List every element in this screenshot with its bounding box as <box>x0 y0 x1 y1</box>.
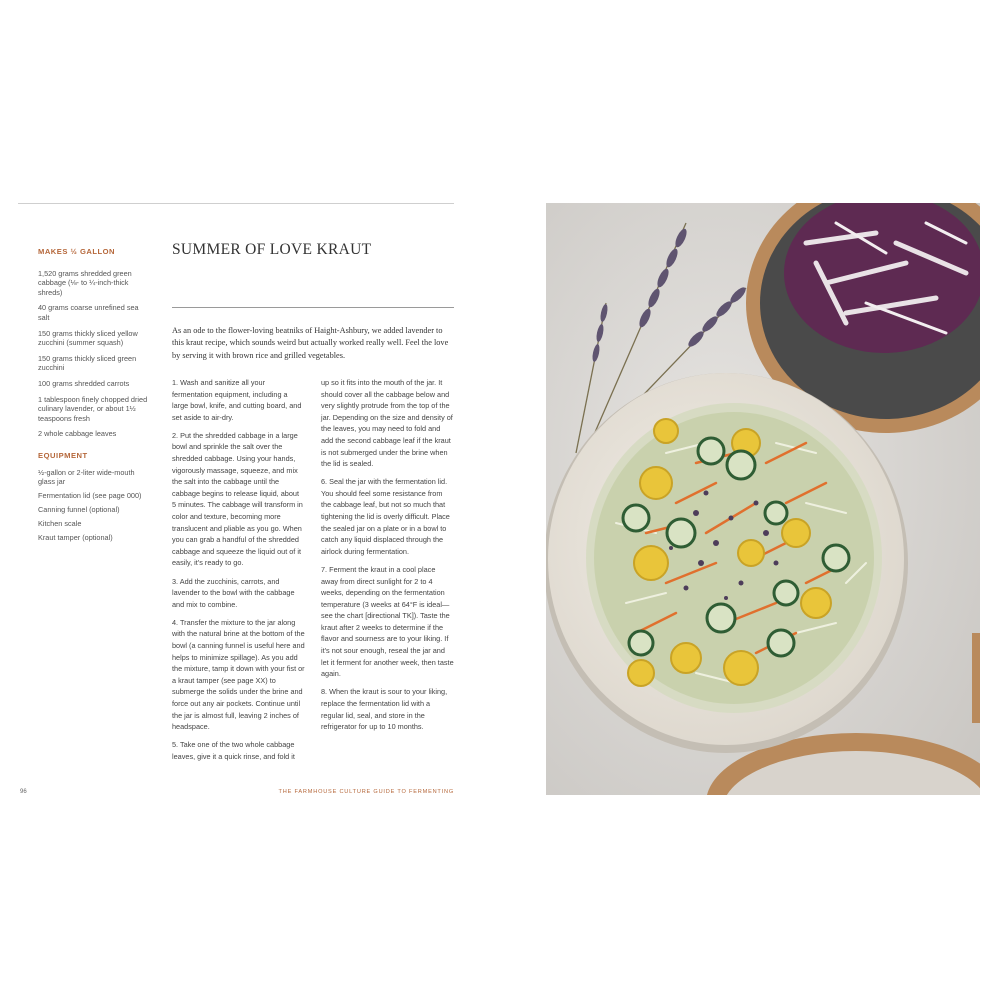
kraut-bowl <box>546 373 908 753</box>
equipment-item: Kitchen scale <box>38 519 82 529</box>
kraut-photo <box>546 203 980 795</box>
equipment-item: Kraut tamper (optional) <box>38 533 113 543</box>
step: 1. Wash and sanitize all your fermentation equipment, including a large bowl, knife, and cutting board, and set aside to air-dry. <box>172 378 302 422</box>
ingredient-item: 2 whole cabbage leaves <box>38 429 117 439</box>
ingredient-item: 1 tablespoon finely chopped dried culinary lavender, or about 1½ teaspoons fresh <box>38 394 148 423</box>
step: 3. Add the zucchinis, carrots, and lavender to the bowl with the cabbage and mix to combine. <box>172 576 295 609</box>
equipment-item: Fermentation lid (see page 000) <box>38 491 142 501</box>
recipe-title: SUMMER OF LOVE KRAUT <box>172 241 372 258</box>
recipe-page <box>18 203 454 803</box>
sidebar <box>38 247 148 548</box>
ingredient-item: 100 grams shredded carrots <box>38 378 130 388</box>
equipment-heading: EQUIPMENT <box>38 450 88 460</box>
title-rule <box>172 307 454 308</box>
plate-edge-right <box>972 633 980 723</box>
ingredient-item: 150 grams thickly sliced green zucchini <box>38 353 137 373</box>
step: 7. Ferment the kraut in a cool place away from direct sunlight for 2 to 4 weeks, depending on the fermentation temperature (3 weeks at 64°F is ideal—see the chart [directional TK]). Taste the kraut after 2 weeks to determine if the flavor and sourness are to your liking. If it's not sour enough, reseal the jar and let it ferment for another week, then taste again. <box>321 564 454 679</box>
step: up so it fits into the mouth of the jar. It should cover all the cabbage below and very slightly protrude from the top of the jar. Depending on the size and density of the leaves, you may need to fold and add the second cabbage leaf if the kraut is not submerged under the brine when the lid is sealed. <box>321 378 453 469</box>
top-rule <box>18 203 454 204</box>
step: 8. When the kraut is sour to your liking, replace the fermentation lid with a regular lid, seal, and store in the refrigerator for up to 10 months. <box>321 687 448 732</box>
step: 5. Take one of the two whole cabbage leaves, give it a quick rinse, and fold it <box>172 740 295 761</box>
equipment-item: Canning funnel (optional) <box>38 505 120 515</box>
step: 4. Transfer the mixture to the jar along with the natural brine at the bottom of the bowl (a canning funnel is useful here and helps to minimize spillage). As you add the mixture, tamp it down with your fist or a kraut tamper (see page XX) to submerge the solids under the brine and force out any air pockets. Continue until the jar is almost full, leaving 2 inches of headspace. <box>172 617 305 732</box>
ingredient-item: 40 grams coarse unrefined sea salt <box>38 303 139 322</box>
equipment-item: ½-gallon or 2-liter wide-mouth glass jar <box>38 467 135 487</box>
ingredient-item: 1,520 grams shredded green cabbage (⅛- to ¼-inch-thick shreds) <box>38 268 132 297</box>
running-title: THE FARMHOUSE CULTURE GUIDE TO FERMENTING <box>278 789 454 795</box>
recipe-intro: As an ode to the flower-loving beatniks of Haight-Ashbury, we added lavender to this kraut recipe, which sounds weird but actually worked really well. Feel the love by serving it with brown rice and grilled vegetables. <box>172 326 449 360</box>
steps-column-2 <box>321 377 454 739</box>
ingredient-item: 150 grams thickly sliced yellow zucchini (summer squash) <box>38 328 138 348</box>
page-number: 96 <box>20 789 27 795</box>
step: 2. Put the shredded cabbage in a large bowl and sprinkle the salt over the shredded cabbage. Using your hands, vigorously massage, squeeze, and mix the salt into the cabbage until the cabbage begins to release liquid, about 5 minutes. The cabbage will transform in color and texture, becoming more translucent and pliable as you go. When you can grab a handful of the shredded cabbage and squeeze the liquid out of it easily, it's ready to go. <box>172 430 303 568</box>
step: 6. Seal the jar with the fermentation lid. You should feel some resistance from the cabbage leaf, but not so much that tightening the lid is overly difficult. Place the sealed jar on a plate or in a bowl to catch any liquid displaced through the airlock during fermentation. <box>321 477 450 556</box>
steps-column-1 <box>172 377 305 769</box>
yield-heading: MAKES ½ GALLON <box>38 247 116 256</box>
